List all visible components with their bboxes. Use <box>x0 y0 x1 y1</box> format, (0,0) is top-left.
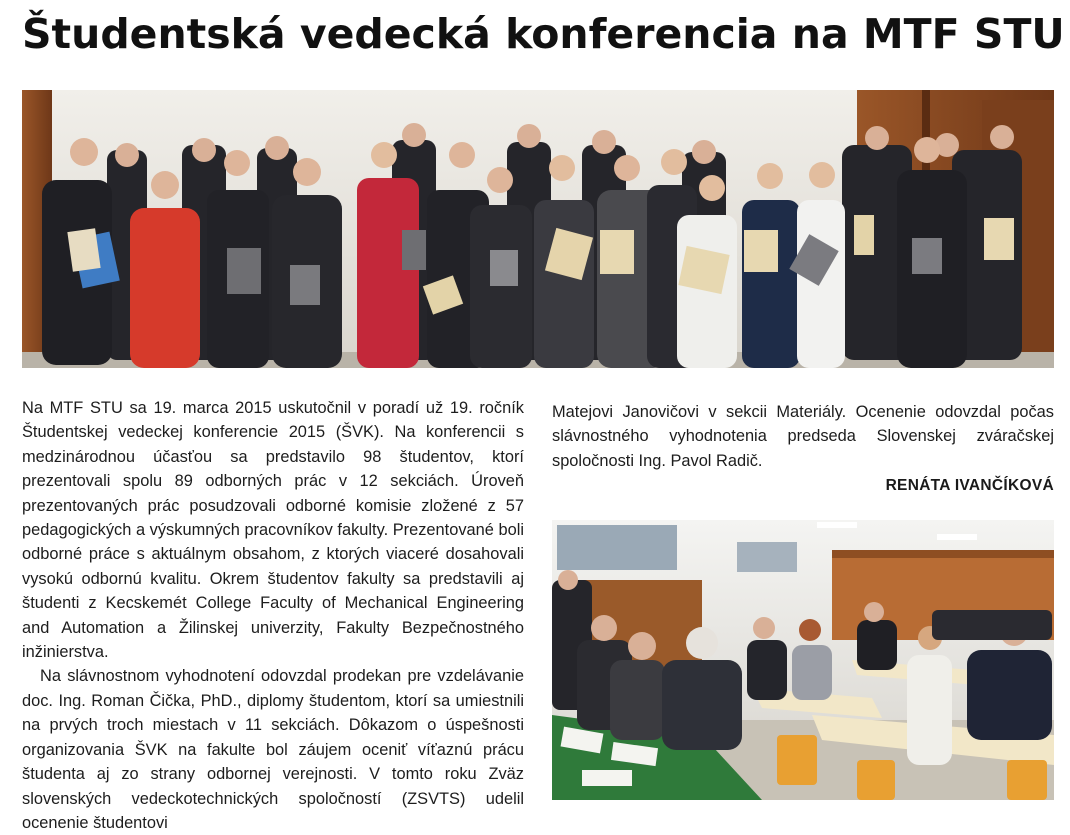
article-author: RENÁTA IVANČÍKOVÁ <box>885 477 1054 494</box>
auditorium-photo-image <box>552 520 1054 800</box>
group-photo <box>22 90 1054 368</box>
paragraph-awards: Na slávnostnom vyhodnotení odovzdal prodekan pre vzdelávanie doc. Ing. Roman Čička, PhD., diplomy študentom, ktorí sa umiestnili na prvých troch miestach v 11 sekciách. Dôkazom o úspešnosti organizovania ŠVK na fakulte bol záujem oceniť víťaznú prácu študenta aj zo strany odbornej verejnosti. V tomto roku Zväz slovenských vedeckotechnických spoločností (ZSVTS) udelil ocenenie študentovi <box>22 667 524 832</box>
article-column-right <box>552 400 1054 473</box>
group-photo-image <box>22 90 1054 368</box>
article-title: Študentská vedecká konferencia na MTF STU <box>22 10 1065 58</box>
paragraph-intro: Na MTF STU sa 19. marca 2015 uskutočnil v poradí už 19. ročník Študentskej vedeckej konferencie 2015 (ŠVK). Na konferencii s medzinárodnou účasťou sa predstavilo 98 študentov, ktorí prezentovali spolu 89 odborných prác v 12 sekciách. Úroveň prezentovaných prác posudzovali odborné komisie zložené z 57 pedagogických a výskumných pracovníkov fakulty. Prezentované boli odborné práce s aktuálnym obsahom, z ktorých viaceré dosahovali vysokú odbornú kvalitu. Okrem študentov fakulty sa predstavili aj študenti z Kecskemét College Faculty of Mechanical Engineering and Automation a Žilinskej univerzity, Fakulty Bezpečnostného inžinierstva. <box>22 399 524 662</box>
paragraph-continuation: Matejovi Janovičovi v sekcii Materiály. Ocenenie odovzdal počas slávnostného vyhodnotenia predseda Slovenskej zváračskej spoločnosti Ing. Pavol Radič. <box>552 403 1054 470</box>
auditorium-photo <box>552 520 1054 800</box>
article-column-left <box>22 396 524 835</box>
